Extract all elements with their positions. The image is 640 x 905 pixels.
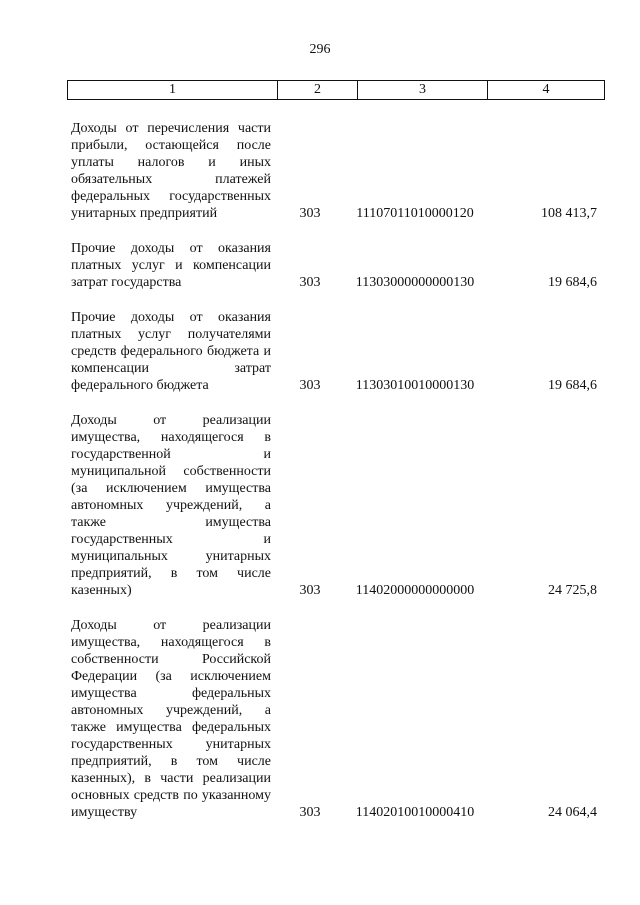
- row-kbk: 11107011010000120: [356, 206, 474, 221]
- table-row: [0, 412, 640, 599]
- table-row: [0, 309, 640, 394]
- row-amount: 108 413,7: [541, 206, 597, 221]
- row-admin-code: 303: [299, 583, 321, 598]
- header-col-3: 3: [358, 81, 488, 99]
- row-description: Доходы от реализации имущества, находящегося в собственности Российской Федерации (за исключением имущества федеральных автономных учреждений, а также имущества федеральных государственных унитарных предприятий, в том числе казенных), в части реализации основных средств по указанному имуществу: [71, 618, 271, 820]
- header-col-1: 1: [68, 81, 278, 99]
- table-row: [0, 617, 640, 821]
- row-amount: 24 064,4: [548, 805, 597, 820]
- row-description: Прочие доходы от оказания платных услуг получателями средств федерального бюджета и компенсации затрат федерального бюджета: [71, 310, 271, 393]
- row-amount: 24 725,8: [548, 583, 597, 598]
- header-col-4: 4: [542, 82, 550, 97]
- table-header: [67, 80, 605, 100]
- page-number: 296: [309, 42, 331, 57]
- row-description: Доходы от реализации имущества, находящегося в государственной и муниципальной собственности (за исключением имущества автономных учреждений, а также имущества государственных и муниципальных унитарных предприятий, в том числе казенных): [71, 413, 271, 598]
- row-kbk: 11402000000000000: [355, 583, 475, 598]
- row-description: Доходы от перечисления части прибыли, остающейся после уплаты налогов и иных обязательных платежей федеральных государственных унитарных предприятий: [71, 121, 271, 221]
- row-amount: 19 684,6: [548, 275, 597, 290]
- table-row: [0, 120, 640, 222]
- row-kbk: 11303010010000130: [355, 378, 475, 393]
- row-description: Прочие доходы от оказания платных услуг и компенсации затрат государства: [71, 241, 271, 290]
- row-kbk: 11303000000000130: [355, 275, 475, 290]
- table-body: [0, 120, 640, 839]
- row-admin-code: 303: [299, 206, 321, 221]
- row-amount: 19 684,6: [548, 378, 597, 393]
- row-admin-code: 303: [299, 378, 321, 393]
- row-kbk: 11402010010000410: [355, 805, 475, 820]
- row-admin-code: 303: [299, 805, 321, 820]
- row-admin-code: 303: [299, 275, 321, 290]
- table-row: [0, 240, 640, 291]
- header-col-2: 2: [278, 81, 358, 99]
